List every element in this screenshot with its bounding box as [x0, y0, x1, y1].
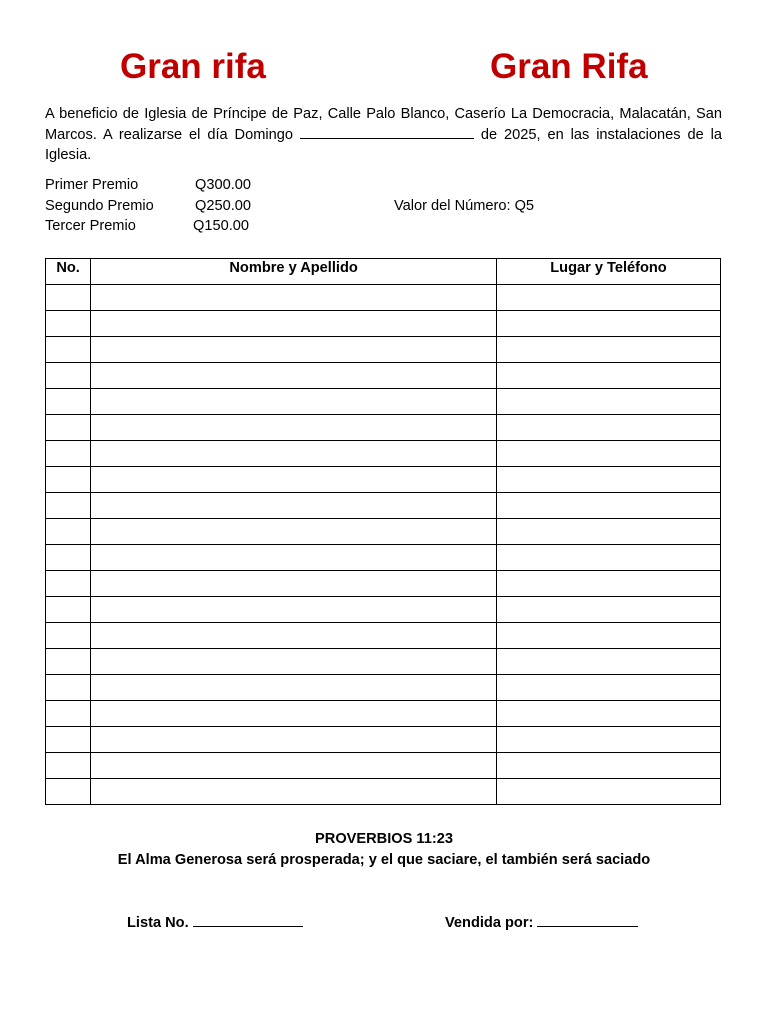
cell-place-phone[interactable]	[496, 701, 720, 727]
prize-label-3: Tercer Premio	[45, 218, 136, 234]
list-number-field	[127, 912, 303, 933]
cell-number[interactable]	[46, 441, 91, 467]
cell-number[interactable]	[46, 337, 91, 363]
cell-number[interactable]	[46, 623, 91, 649]
cell-place-phone[interactable]	[496, 545, 720, 571]
cell-place-phone[interactable]	[496, 675, 720, 701]
table-row	[46, 415, 721, 441]
cell-name[interactable]	[91, 415, 497, 441]
header-name: Nombre y Apellido	[91, 259, 497, 285]
title-right: Gran Rifa	[490, 47, 648, 86]
cell-number[interactable]	[46, 675, 91, 701]
table-row	[46, 467, 721, 493]
header-number: No.	[46, 259, 91, 285]
cell-name[interactable]	[91, 363, 497, 389]
cell-place-phone[interactable]	[496, 649, 720, 675]
table-header-row	[46, 259, 721, 285]
intro-paragraph	[45, 104, 722, 165]
verse-reference: PROVERBIOS 11:23	[315, 831, 453, 847]
cell-name[interactable]	[91, 727, 497, 753]
table-row	[46, 493, 721, 519]
prize-label-2: Segundo Premio	[45, 198, 154, 214]
cell-name[interactable]	[91, 467, 497, 493]
table-row	[46, 519, 721, 545]
cell-name[interactable]	[91, 519, 497, 545]
cell-place-phone[interactable]	[496, 753, 720, 779]
cell-number[interactable]	[46, 545, 91, 571]
sold-by-label: Vendida por:	[445, 915, 534, 931]
table-row	[46, 675, 721, 701]
table-row	[46, 779, 721, 805]
prize-label-1: Primer Premio	[45, 177, 139, 193]
sold-by-field	[445, 912, 638, 933]
cell-name[interactable]	[91, 597, 497, 623]
table-row	[46, 727, 721, 753]
sold-by-blank	[537, 912, 638, 927]
cell-number[interactable]	[46, 649, 91, 675]
table-row	[46, 285, 721, 311]
cell-name[interactable]	[91, 571, 497, 597]
table-body	[46, 285, 721, 805]
cell-number[interactable]	[46, 389, 91, 415]
cell-place-phone[interactable]	[496, 311, 720, 337]
cell-name[interactable]	[91, 753, 497, 779]
cell-name[interactable]	[91, 493, 497, 519]
cell-name[interactable]	[91, 701, 497, 727]
cell-number[interactable]	[46, 415, 91, 441]
intro-text-part1: A beneficio de Iglesia de Príncipe de Paz, Calle Palo Blanco, Caserío La Democracia, Malacatán, San Marcos. A realizarse el día Domingo	[45, 106, 722, 143]
table-row	[46, 363, 721, 389]
title-left: Gran rifa	[120, 47, 266, 86]
cell-number[interactable]	[46, 597, 91, 623]
table-row	[46, 623, 721, 649]
cell-place-phone[interactable]	[496, 415, 720, 441]
cell-number[interactable]	[46, 753, 91, 779]
list-number-blank	[193, 912, 303, 927]
cell-number[interactable]	[46, 285, 91, 311]
cell-number[interactable]	[46, 311, 91, 337]
table-row	[46, 441, 721, 467]
table-row	[46, 337, 721, 363]
header-place-phone: Lugar y Teléfono	[496, 259, 720, 285]
cell-place-phone[interactable]	[496, 389, 720, 415]
verse-text: El Alma Generosa será prosperada; y el que saciare, el también será saciado	[117, 852, 651, 868]
prize-amount-1: Q300.00	[195, 177, 251, 193]
cell-number[interactable]	[46, 363, 91, 389]
table-row	[46, 571, 721, 597]
prize-amount-3: Q150.00	[193, 218, 249, 234]
cell-name[interactable]	[91, 389, 497, 415]
cell-name[interactable]	[91, 545, 497, 571]
table-row	[46, 545, 721, 571]
date-blank-line	[300, 124, 474, 139]
cell-number[interactable]	[46, 727, 91, 753]
cell-name[interactable]	[91, 311, 497, 337]
cell-place-phone[interactable]	[496, 337, 720, 363]
cell-number[interactable]	[46, 779, 91, 805]
cell-number[interactable]	[46, 467, 91, 493]
cell-place-phone[interactable]	[496, 597, 720, 623]
cell-place-phone[interactable]	[496, 623, 720, 649]
cell-place-phone[interactable]	[496, 493, 720, 519]
table-row	[46, 597, 721, 623]
cell-name[interactable]	[91, 441, 497, 467]
cell-number[interactable]	[46, 701, 91, 727]
table-row	[46, 649, 721, 675]
raffle-table	[45, 258, 721, 805]
ticket-value: Valor del Número: Q5	[394, 198, 535, 214]
cell-place-phone[interactable]	[496, 441, 720, 467]
list-number-label: Lista No.	[127, 915, 189, 931]
cell-place-phone[interactable]	[496, 467, 720, 493]
cell-name[interactable]	[91, 649, 497, 675]
cell-name[interactable]	[91, 779, 497, 805]
cell-name[interactable]	[91, 623, 497, 649]
cell-place-phone[interactable]	[496, 285, 720, 311]
prize-amount-2: Q250.00	[195, 198, 251, 214]
cell-place-phone[interactable]	[496, 779, 720, 805]
table-row	[46, 389, 721, 415]
cell-number[interactable]	[46, 571, 91, 597]
cell-number[interactable]	[46, 493, 91, 519]
cell-name[interactable]	[91, 337, 497, 363]
cell-name[interactable]	[91, 675, 497, 701]
table-row	[46, 701, 721, 727]
cell-place-phone[interactable]	[496, 363, 720, 389]
cell-place-phone[interactable]	[496, 727, 720, 753]
cell-name[interactable]	[91, 285, 497, 311]
cell-number[interactable]	[46, 519, 91, 545]
cell-place-phone[interactable]	[496, 571, 720, 597]
table-row	[46, 753, 721, 779]
cell-place-phone[interactable]	[496, 519, 720, 545]
table-row	[46, 311, 721, 337]
intro-text-part2: de 2025, en las instalaciones de la Iglesia.	[45, 127, 723, 163]
